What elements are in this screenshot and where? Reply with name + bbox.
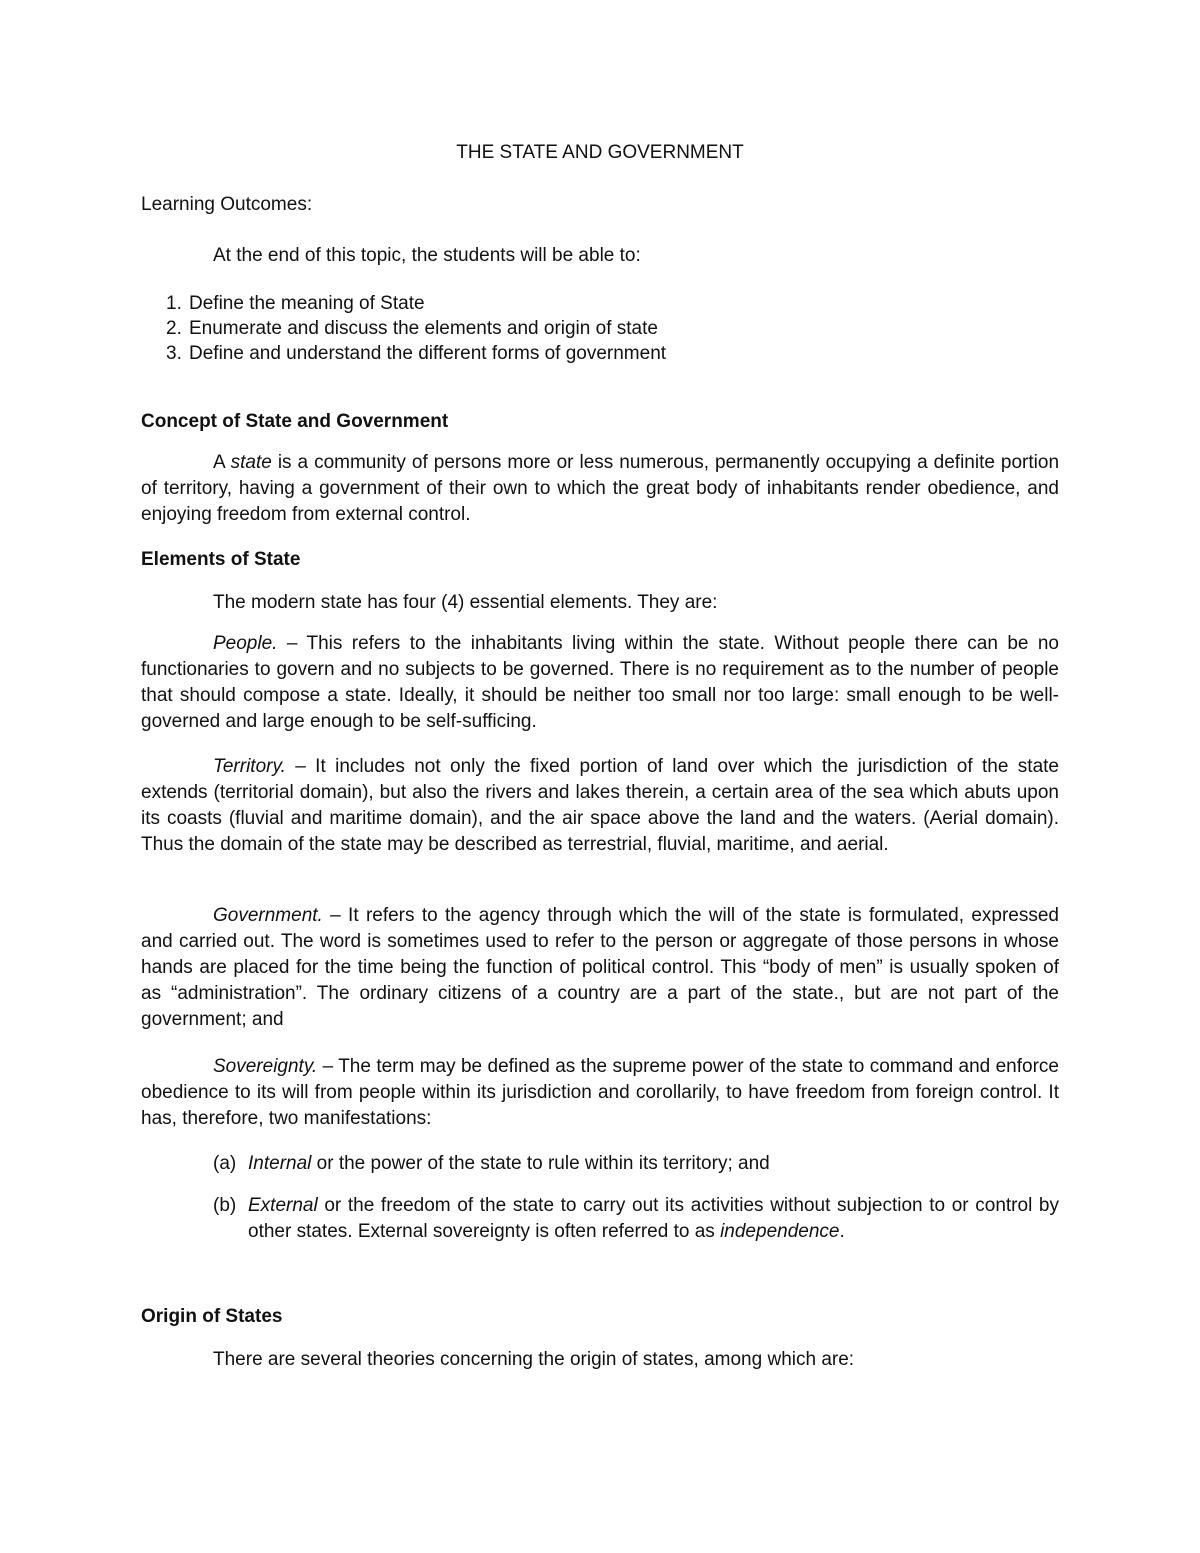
outcome-item-1 [141, 293, 425, 315]
outcome-item-3 [141, 343, 666, 365]
external-body: or the freedom of the state to carry out its activities without subjection to or control by other states. External sovereignty is often referred to as [248, 1195, 1059, 1242]
people-body: – This refers to the inhabitants living within the state. Without people there can be no functionaries to govern and no subjects to be governed. There is no requirement as to the number of people that should compose a state. Ideally, it should be neither too small nor too large: small enough to be well-governed and large enough to be self-sufficing. [141, 633, 1059, 732]
elements-intro: The modern state has four (4) essential elements. They are: [213, 592, 718, 613]
sovereignty-sub-item-b [213, 1193, 1059, 1245]
sovereignty-term: Sovereignty. [213, 1056, 318, 1077]
sovereignty-paragraph [141, 1054, 1059, 1132]
concept-heading: Concept of State and Government [141, 411, 449, 432]
origin-intro: There are several theories concerning the origin of states, among which are: [213, 1349, 855, 1370]
territory-body: – It includes not only the fixed portion of land over which the jurisdiction of the state extends (territorial domain), but also the rivers and lakes therein, a certain area of the sea which abuts upon its coasts (fluvial and maritime domain), and the air space above the land and the waters. (Aerial domain). Thus the domain of the state may be described as terrestrial, fluvial, maritime, and aerial. [141, 756, 1059, 855]
internal-term: Internal [248, 1153, 312, 1174]
elements-heading: Elements of State [141, 549, 301, 570]
outcome-text: Define the meaning of State [189, 293, 425, 314]
outcome-number: 2. [166, 318, 182, 339]
people-term: People. [213, 633, 278, 654]
learning-outcomes-label: Learning Outcomes: [141, 194, 313, 215]
external-term: External [248, 1195, 318, 1216]
territory-term: Territory. [213, 756, 286, 777]
document-title: THE STATE AND GOVERNMENT [456, 142, 744, 163]
sovereignty-body: – The term may be defined as the supreme power of the state to command and enforce obedience to its will from people within its jurisdiction and corollarily, to have freedom from foreign control. It has, therefore, two manifestations: [141, 1056, 1059, 1129]
sub-item-label: (b) [213, 1195, 237, 1216]
sub-item-label: (a) [213, 1153, 237, 1174]
government-body: – It refers to the agency through which the will of the state is formulated, expressed and carried out. The word is sometimes used to refer to the person or aggregate of those persons in whose hands are placed for the time being the function of political control. This “body of men” is usually spoken of as “administration”. The ordinary citizens of a country are a part of the state., but are not part of the government; and [141, 905, 1059, 1030]
sovereignty-sub-item-a [213, 1151, 1059, 1177]
concept-term: state [230, 452, 272, 473]
intro-line: At the end of this topic, the students will be able to: [213, 245, 641, 266]
people-paragraph [141, 631, 1059, 735]
independence-term: independence [720, 1221, 840, 1242]
concept-paragraph [141, 450, 1059, 528]
outcome-number: 3. [166, 343, 182, 364]
outcome-number: 1. [166, 293, 182, 314]
government-term: Government. [213, 905, 323, 926]
outcome-text: Define and understand the different forms of government [189, 343, 667, 364]
external-end: . [839, 1221, 845, 1242]
outcome-text: Enumerate and discuss the elements and origin of state [189, 318, 658, 339]
origin-heading: Origin of States [141, 1306, 283, 1327]
government-paragraph [141, 903, 1059, 1033]
territory-paragraph [141, 754, 1059, 858]
outcome-item-2 [141, 318, 658, 340]
internal-body: or the power of the state to rule within its territory; and [311, 1153, 770, 1174]
concept-start: A [213, 452, 231, 473]
concept-body: is a community of persons more or less numerous, permanently occupying a definite portion of territory, having a government of their own to which the great body of inhabitants render obedience, and enjoying freedom from external control. [141, 452, 1060, 525]
